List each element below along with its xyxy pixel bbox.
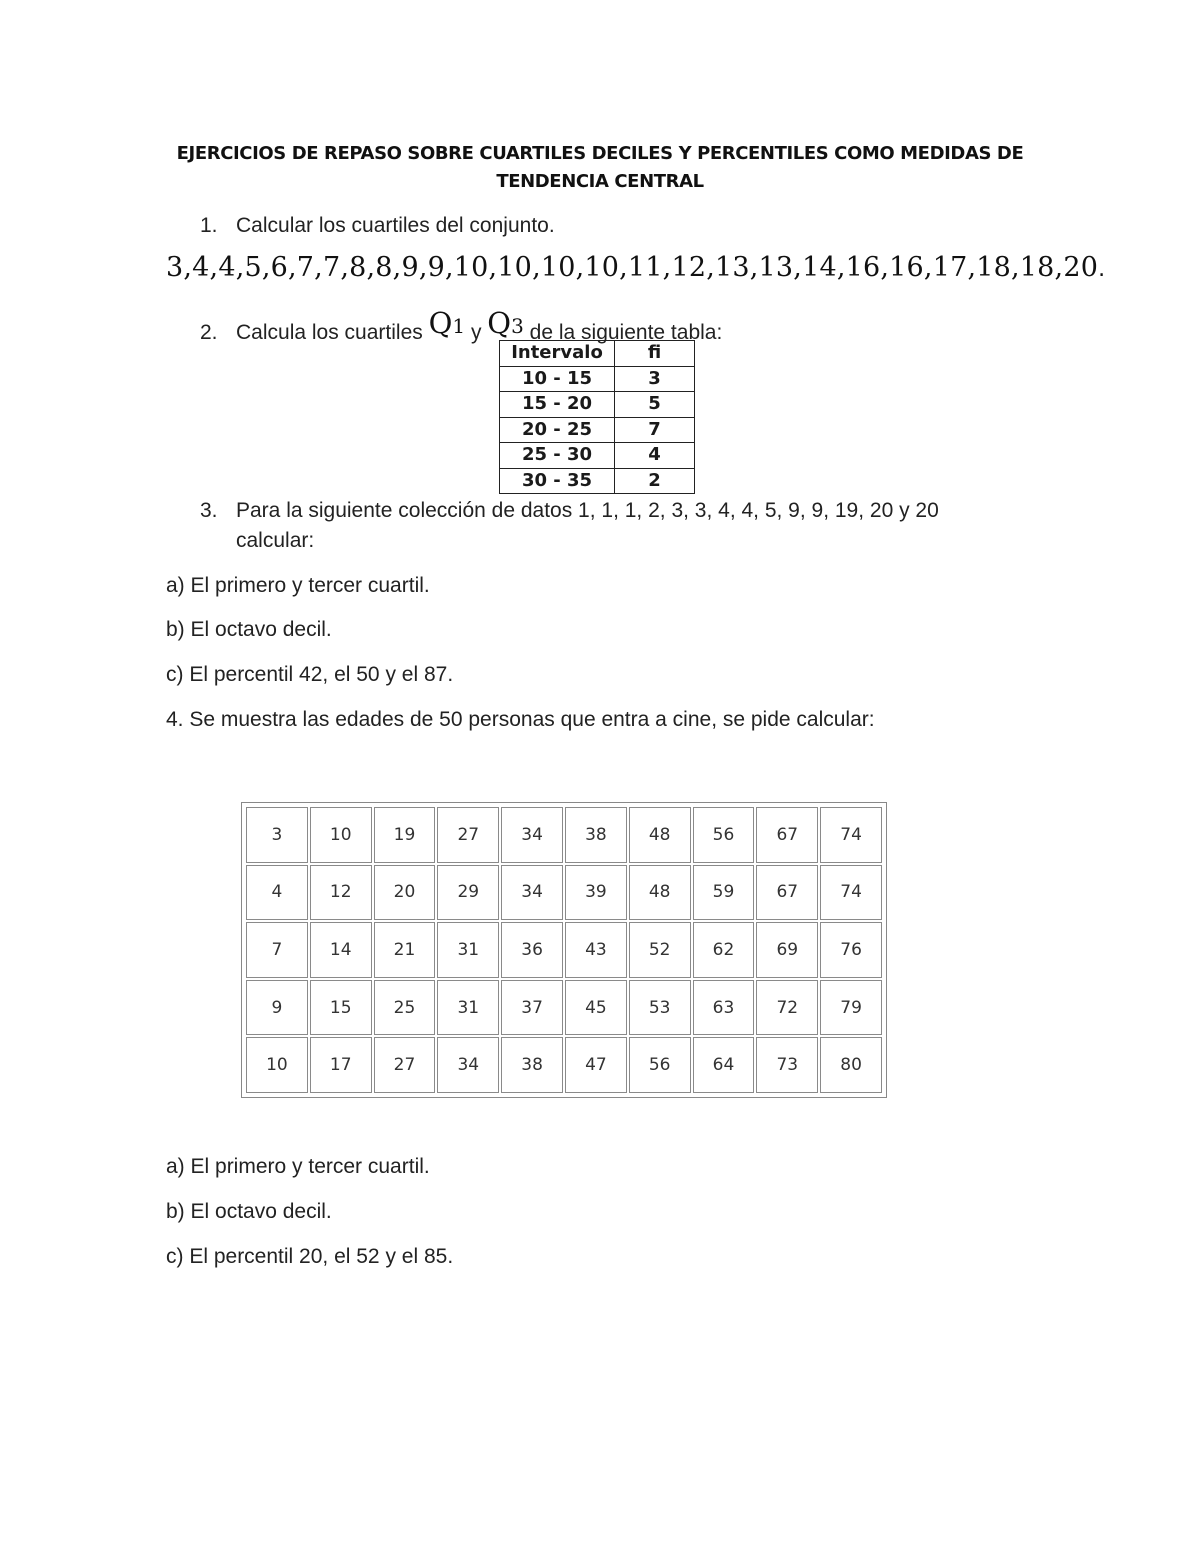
q3-symbol: Q3 [487,306,524,340]
frequency-cell: 3 [615,366,695,392]
age-cell: 34 [501,865,563,921]
exercise-3-item-b: b) El octavo decil. [166,618,332,641]
exercise-1-text: Calcular los cuartiles del conjunto. [236,214,555,237]
interval-cell: 10 - 15 [500,366,615,392]
age-cell: 76 [820,922,882,978]
ages-row [246,865,882,921]
age-cell: 21 [374,922,436,978]
header-intervalo: Intervalo [500,341,615,367]
age-cell: 47 [565,1037,627,1093]
title-line-2: TENDENCIA CENTRAL [496,171,704,192]
age-cell: 80 [820,1037,882,1093]
frequency-cell: 7 [615,417,695,443]
age-cell: 38 [565,807,627,863]
header-fi: fi [615,341,695,367]
age-cell: 34 [437,1037,499,1093]
exercise-1 [200,211,555,241]
age-cell: 36 [501,922,563,978]
age-cell: 4 [246,865,308,921]
age-cell: 67 [756,865,818,921]
age-cell: 74 [820,865,882,921]
age-cell: 37 [501,980,563,1036]
exercise-3-item-a: a) El primero y tercer cuartil. [166,574,430,597]
age-cell: 25 [374,980,436,1036]
age-cell: 29 [437,865,499,921]
interval-cell: 30 - 35 [500,468,615,494]
age-cell: 17 [310,1037,372,1093]
exercise-2-connector: y [470,321,482,344]
age-cell: 3 [246,807,308,863]
age-cell: 10 [310,807,372,863]
age-cell: 34 [501,807,563,863]
exercise-4-item-c: c) El percentil 20, el 52 y el 85. [166,1245,454,1268]
ages-row [246,980,882,1036]
age-cell: 62 [693,922,755,978]
age-cell: 43 [565,922,627,978]
table-row [500,417,695,443]
age-cell: 63 [693,980,755,1036]
exercise-2-text-before: Calcula los cuartiles [236,321,423,344]
age-cell: 9 [246,980,308,1036]
ages-row [246,1037,882,1093]
exercise-1-data-set [166,250,1105,288]
exercise-2-number: 2. [200,321,218,344]
age-cell: 67 [756,807,818,863]
exercise-3 [200,496,939,526]
age-cell: 45 [565,980,627,1036]
frequency-cell: 2 [615,468,695,494]
age-cell: 38 [501,1037,563,1093]
interval-cell: 15 - 20 [500,392,615,418]
title-line-1: EJERCICIOS DE REPASO SOBRE CUARTILES DECILES Y PERCENTILES COMO MEDIDAS DE [176,143,1024,164]
frequency-cell: 5 [615,392,695,418]
age-cell: 48 [629,807,691,863]
ages-table-frame [241,802,887,1098]
data-set-period: . [1098,257,1106,282]
age-cell: 7 [246,922,308,978]
age-cell: 48 [629,865,691,921]
age-cell: 73 [756,1037,818,1093]
q1-symbol: Q1 [428,306,466,340]
data-set-values: 3,4,4,5,6,7,7,8,8,9,9,10,10,10,10,11,12,13,13,14,16,16,17,18,18,20 [166,252,1099,283]
exercise-3-line-1: Para la siguiente colección de datos 1, 1, 1, 2, 3, 3, 4, 4, 5, 9, 9, 19, 20 y 20 [236,499,939,522]
age-cell: 19 [374,807,436,863]
age-cell: 59 [693,865,755,921]
exercise-4-text: 4. Se muestra las edades de 50 personas que entra a cine, se pide calcular: [166,708,875,731]
age-cell: 64 [693,1037,755,1093]
age-cell: 56 [693,807,755,863]
exercise-4-item-a: a) El primero y tercer cuartil. [166,1155,430,1178]
age-cell: 12 [310,865,372,921]
age-cell: 56 [629,1037,691,1093]
table-header-row [500,341,695,367]
age-cell: 20 [374,865,436,921]
age-cell: 79 [820,980,882,1036]
document-title [150,140,1050,196]
exercise-3-line-2: calcular: [236,529,315,552]
ages-table [244,805,884,1095]
interval-cell: 20 - 25 [500,417,615,443]
interval-cell: 25 - 30 [500,443,615,469]
age-cell: 72 [756,980,818,1036]
exercise-3-item-c: c) El percentil 42, el 50 y el 87. [166,663,454,686]
age-cell: 74 [820,807,882,863]
age-cell: 53 [629,980,691,1036]
table-row [500,443,695,469]
exercise-2-text-after: de la siguiente tabla: [529,321,723,344]
age-cell: 14 [310,922,372,978]
exercise-3-number: 3. [200,499,218,522]
table-row [500,366,695,392]
interval-frequency-table [499,340,695,494]
exercise-1-number: 1. [200,214,218,237]
exercise-4-item-b: b) El octavo decil. [166,1200,332,1223]
age-cell: 27 [374,1037,436,1093]
age-cell: 10 [246,1037,308,1093]
age-cell: 69 [756,922,818,978]
age-cell: 39 [565,865,627,921]
ages-row [246,807,882,863]
age-cell: 15 [310,980,372,1036]
ages-row [246,922,882,978]
table-row [500,392,695,418]
age-cell: 31 [437,922,499,978]
age-cell: 31 [437,980,499,1036]
table-row [500,468,695,494]
frequency-cell: 4 [615,443,695,469]
age-cell: 52 [629,922,691,978]
age-cell: 27 [437,807,499,863]
